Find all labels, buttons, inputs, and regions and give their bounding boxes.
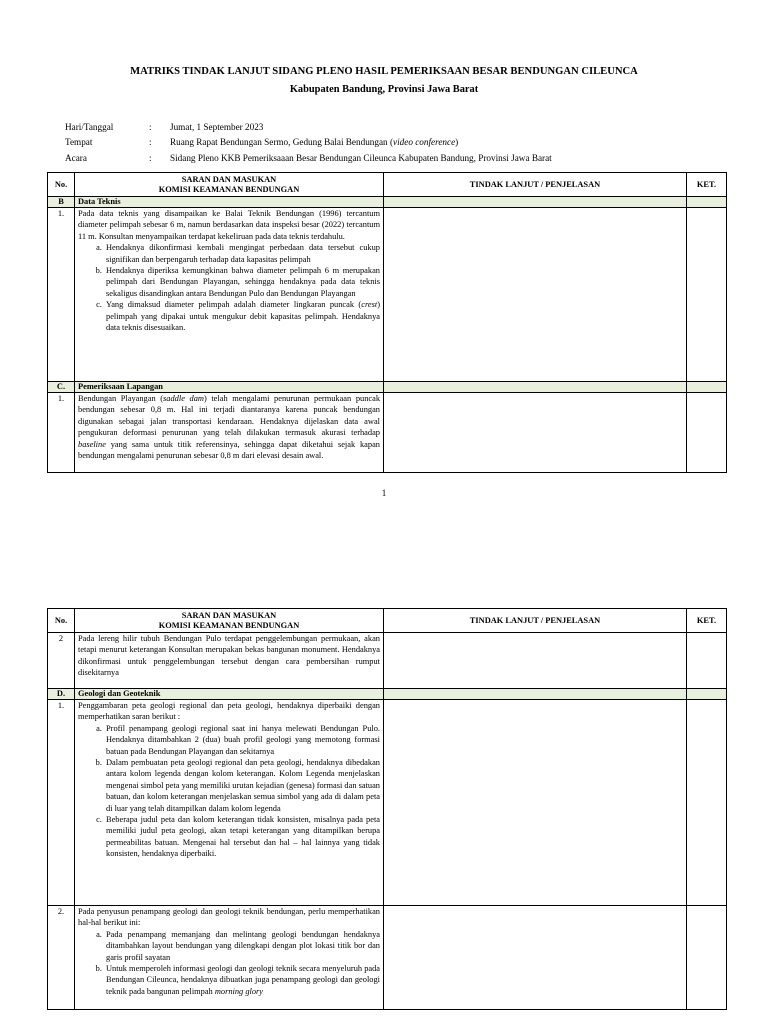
ket-cell: [687, 700, 727, 906]
info-value: Jumat, 1 September 2023: [170, 121, 264, 132]
section-title: Data Teknis: [75, 197, 384, 208]
list-item: a. Pada penampang memanjang dan melintang geologi bendungan hendaknya ditambahkan layout bendungan yang dilengkapi dengan plot lokasi titik bor dan garis profil sayatan: [104, 929, 380, 963]
saran-sublist: [78, 723, 380, 860]
info-label: Tempat: [65, 137, 93, 148]
info-row-place: [65, 135, 552, 151]
info-colon: :: [149, 152, 152, 163]
info-value: Ruang Rapat Bendungan Sermo, Gedung Balai Bendungan (video conference): [170, 137, 459, 148]
info-value: Sidang Pleno KKB Pemeriksaaan Besar Bendungan Cileunca Kabupaten Bandung, Provinsi Jawa Barat: [170, 152, 552, 163]
empty-cell: [687, 689, 727, 700]
table-row: [48, 906, 727, 1010]
list-item: c. Yang dimaksud diameter pelimpah adalah diameter lingkaran puncak (crest) pelimpah yang dipakai untuk mengukur debit kapasitas pelimpah. Hendaknya data teknis disesuaikan.: [104, 299, 380, 333]
header-tindak-lanjut: TINDAK LANJUT / PENJELASAN: [384, 609, 687, 633]
tindak-lanjut-cell: [384, 208, 687, 382]
section-row-data-teknis: [48, 197, 727, 208]
section-row-pemeriksaan-lapangan: [48, 382, 727, 393]
saran-text: Pada data teknis yang disampaikan ke Balai Teknik Bendungan (1996) tercantum diameter pelimpah sebesar 6 m, namun berdasarkan data inspeksi besar (2022) tercantum 11 m. Konsultan menyampaikan terdapat kekeliruan pada data teknis terdahulu.: [78, 209, 380, 241]
page-subtitle: Kabupaten Bandung, Provinsi Jawa Barat: [289, 84, 479, 95]
tindak-lanjut-cell: [384, 906, 687, 1010]
matrix-table-page1: [47, 172, 727, 473]
saran-sublist: [78, 242, 380, 333]
ket-cell: [687, 393, 727, 473]
tindak-lanjut-cell: [384, 633, 687, 689]
empty-cell: [687, 382, 727, 393]
info-row-date: [65, 119, 552, 135]
table-header-row: [48, 173, 727, 197]
saran-text: Bendungan Playangan (saddle dam) telah mengalami penurunan permukaan puncak bendungan sebesar 0,8 m. Hal ini terjadi diantaranya karena puncak bendungan digunakan sebagai jalan transportasi kendaraan. Hendaknya dijelaskan data awal pengukuran deformasi penurunan yang telah dilakukan termasuk akurasi terhadap baseline yang sama untuk titik referensinya, sehingga dapat diketahui sejak kapan bendungan mengalami penurunan sebesar 0,8 m dari elevasi desain awal.: [78, 394, 381, 461]
ket-cell: [687, 906, 727, 1010]
list-item: a. Profil penampang geologi regional saat ini hanya melewati Bendungan Pulo. Hendaknya ditambahkan 2 (dua) buah profil geologi yang memotong formasi batuan pada Bendungan Playangan dan sekitarnya: [104, 723, 380, 757]
header-saran: SARAN DAN MASUKAN KOMISI KEAMANAN BENDUNGAN: [75, 173, 384, 197]
saran-text: Penggambaran peta geologi regional dan peta geologi, hendaknya diperbaiki dengan memperhatikan saran berikut :: [78, 701, 380, 722]
saran-cell: [75, 906, 384, 1010]
saran-sublist: [78, 929, 380, 997]
empty-cell: [384, 197, 687, 208]
saran-cell: [75, 700, 384, 906]
saran-cell: [75, 633, 384, 689]
header-no: No.: [48, 173, 75, 197]
info-label: Hari/Tanggal: [65, 121, 114, 132]
info-row-agenda: [65, 150, 552, 166]
section-row-geologi: [48, 689, 727, 700]
table-row: [48, 700, 727, 906]
row-no: 1.: [48, 393, 75, 473]
empty-cell: [384, 689, 687, 700]
header-no: No.: [48, 609, 75, 633]
table-header-row: [48, 609, 727, 633]
list-item: b. Untuk memperoleh informasi geologi dan geologi teknik secara menyeluruh pada Bendungan Cileunca, hendaknya dibuatkan juga penampang geologi dan geologi teknik pada bangunan pelimpah morning glory: [104, 963, 380, 997]
table-row: [48, 208, 727, 382]
matrix-table-page2: [47, 608, 727, 1010]
list-item: b. Dalam pembuatan peta geologi regional dan peta geologi, hendaknya dibedakan antara kolom legenda dengan kolom keterangan. Kolom Legenda menjelaskan mengenai simbol peta yang memiliki urutan kejadian (genesa) formasi dan satuan batuan, dan kolom keterangan menjelaskan semua simbol yang ada di dalam peta di luar yang telah ditampilkan dalam kolom legenda: [104, 757, 380, 814]
saran-cell: [75, 208, 384, 382]
row-no: 2.: [48, 906, 75, 1010]
saran-text: Pada lereng hilir tubuh Bendungan Pulo terdapat penggelembungan permukaan, akan tetapi menurut keterangan Konsultan merupakan bekas bangunan monument. Hendaknya dikonfirmasi untuk penggelembungan tersebut dengan cara pembersihan rumput disekitarnya: [78, 634, 380, 678]
empty-cell: [384, 382, 687, 393]
saran-cell: [75, 393, 384, 473]
tindak-lanjut-cell: [384, 700, 687, 906]
header-tindak-lanjut: TINDAK LANJUT / PENJELASAN: [384, 173, 687, 197]
header-ket: KET.: [687, 173, 727, 197]
info-colon: :: [149, 121, 152, 132]
saran-text: Pada penyusun penampang geologi dan geologi teknik bendungan, perlu memperhatikan hal-hal berikut ini:: [78, 907, 380, 928]
section-title: Geologi dan Geoteknik: [75, 689, 384, 700]
row-no: 1.: [48, 208, 75, 382]
tindak-lanjut-cell: [384, 393, 687, 473]
ket-cell: [687, 208, 727, 382]
header-ket: KET.: [687, 609, 727, 633]
info-colon: :: [149, 137, 152, 148]
page-title: MATRIKS TINDAK LANJUT SIDANG PLENO HASIL PEMERIKSAAN BESAR BENDUNGAN CILEUNCA: [130, 66, 638, 77]
header-saran: SARAN DAN MASUKAN KOMISI KEAMANAN BENDUNGAN: [75, 609, 384, 633]
info-label: Acara: [65, 152, 87, 163]
table-row: [48, 393, 727, 473]
section-no: C.: [48, 382, 75, 393]
section-no: B: [48, 197, 75, 208]
table-row: [48, 633, 727, 689]
row-no: 2: [48, 633, 75, 689]
list-item: c. Beberapa judul peta dan kolom keterangan tidak konsisten, misalnya pada peta memiliki judul peta geologi, akan tetapi keterangan yang ditampilkan berupa permeabilitas batuan. Mengenai hal tersebut dan hal – hal lainnya yang tidak konsisten, hendaknya diperbaiki.: [104, 814, 380, 860]
list-item: b. Hendaknya diperiksa kemungkinan bahwa diameter pelimpah 6 m merupakan pelimpah dari Bendungan Playangan, sehingga hendaknya pada data teknis sekaligus disandingkan antara Bendungan Pulo dan Bendungan Playangan: [104, 265, 380, 299]
page-number: 1: [381, 488, 387, 498]
section-title: Pemeriksaan Lapangan: [75, 382, 384, 393]
empty-cell: [687, 197, 727, 208]
ket-cell: [687, 633, 727, 689]
section-no: D.: [48, 689, 75, 700]
meeting-info: [65, 119, 552, 166]
row-no: 1.: [48, 700, 75, 906]
list-item: a. Hendaknya dikonfirmasi kembali mengingat perbedaan data tersebut cukup signifikan dan berpengaruh terhadap data kapasitas pelimpah: [104, 242, 380, 265]
